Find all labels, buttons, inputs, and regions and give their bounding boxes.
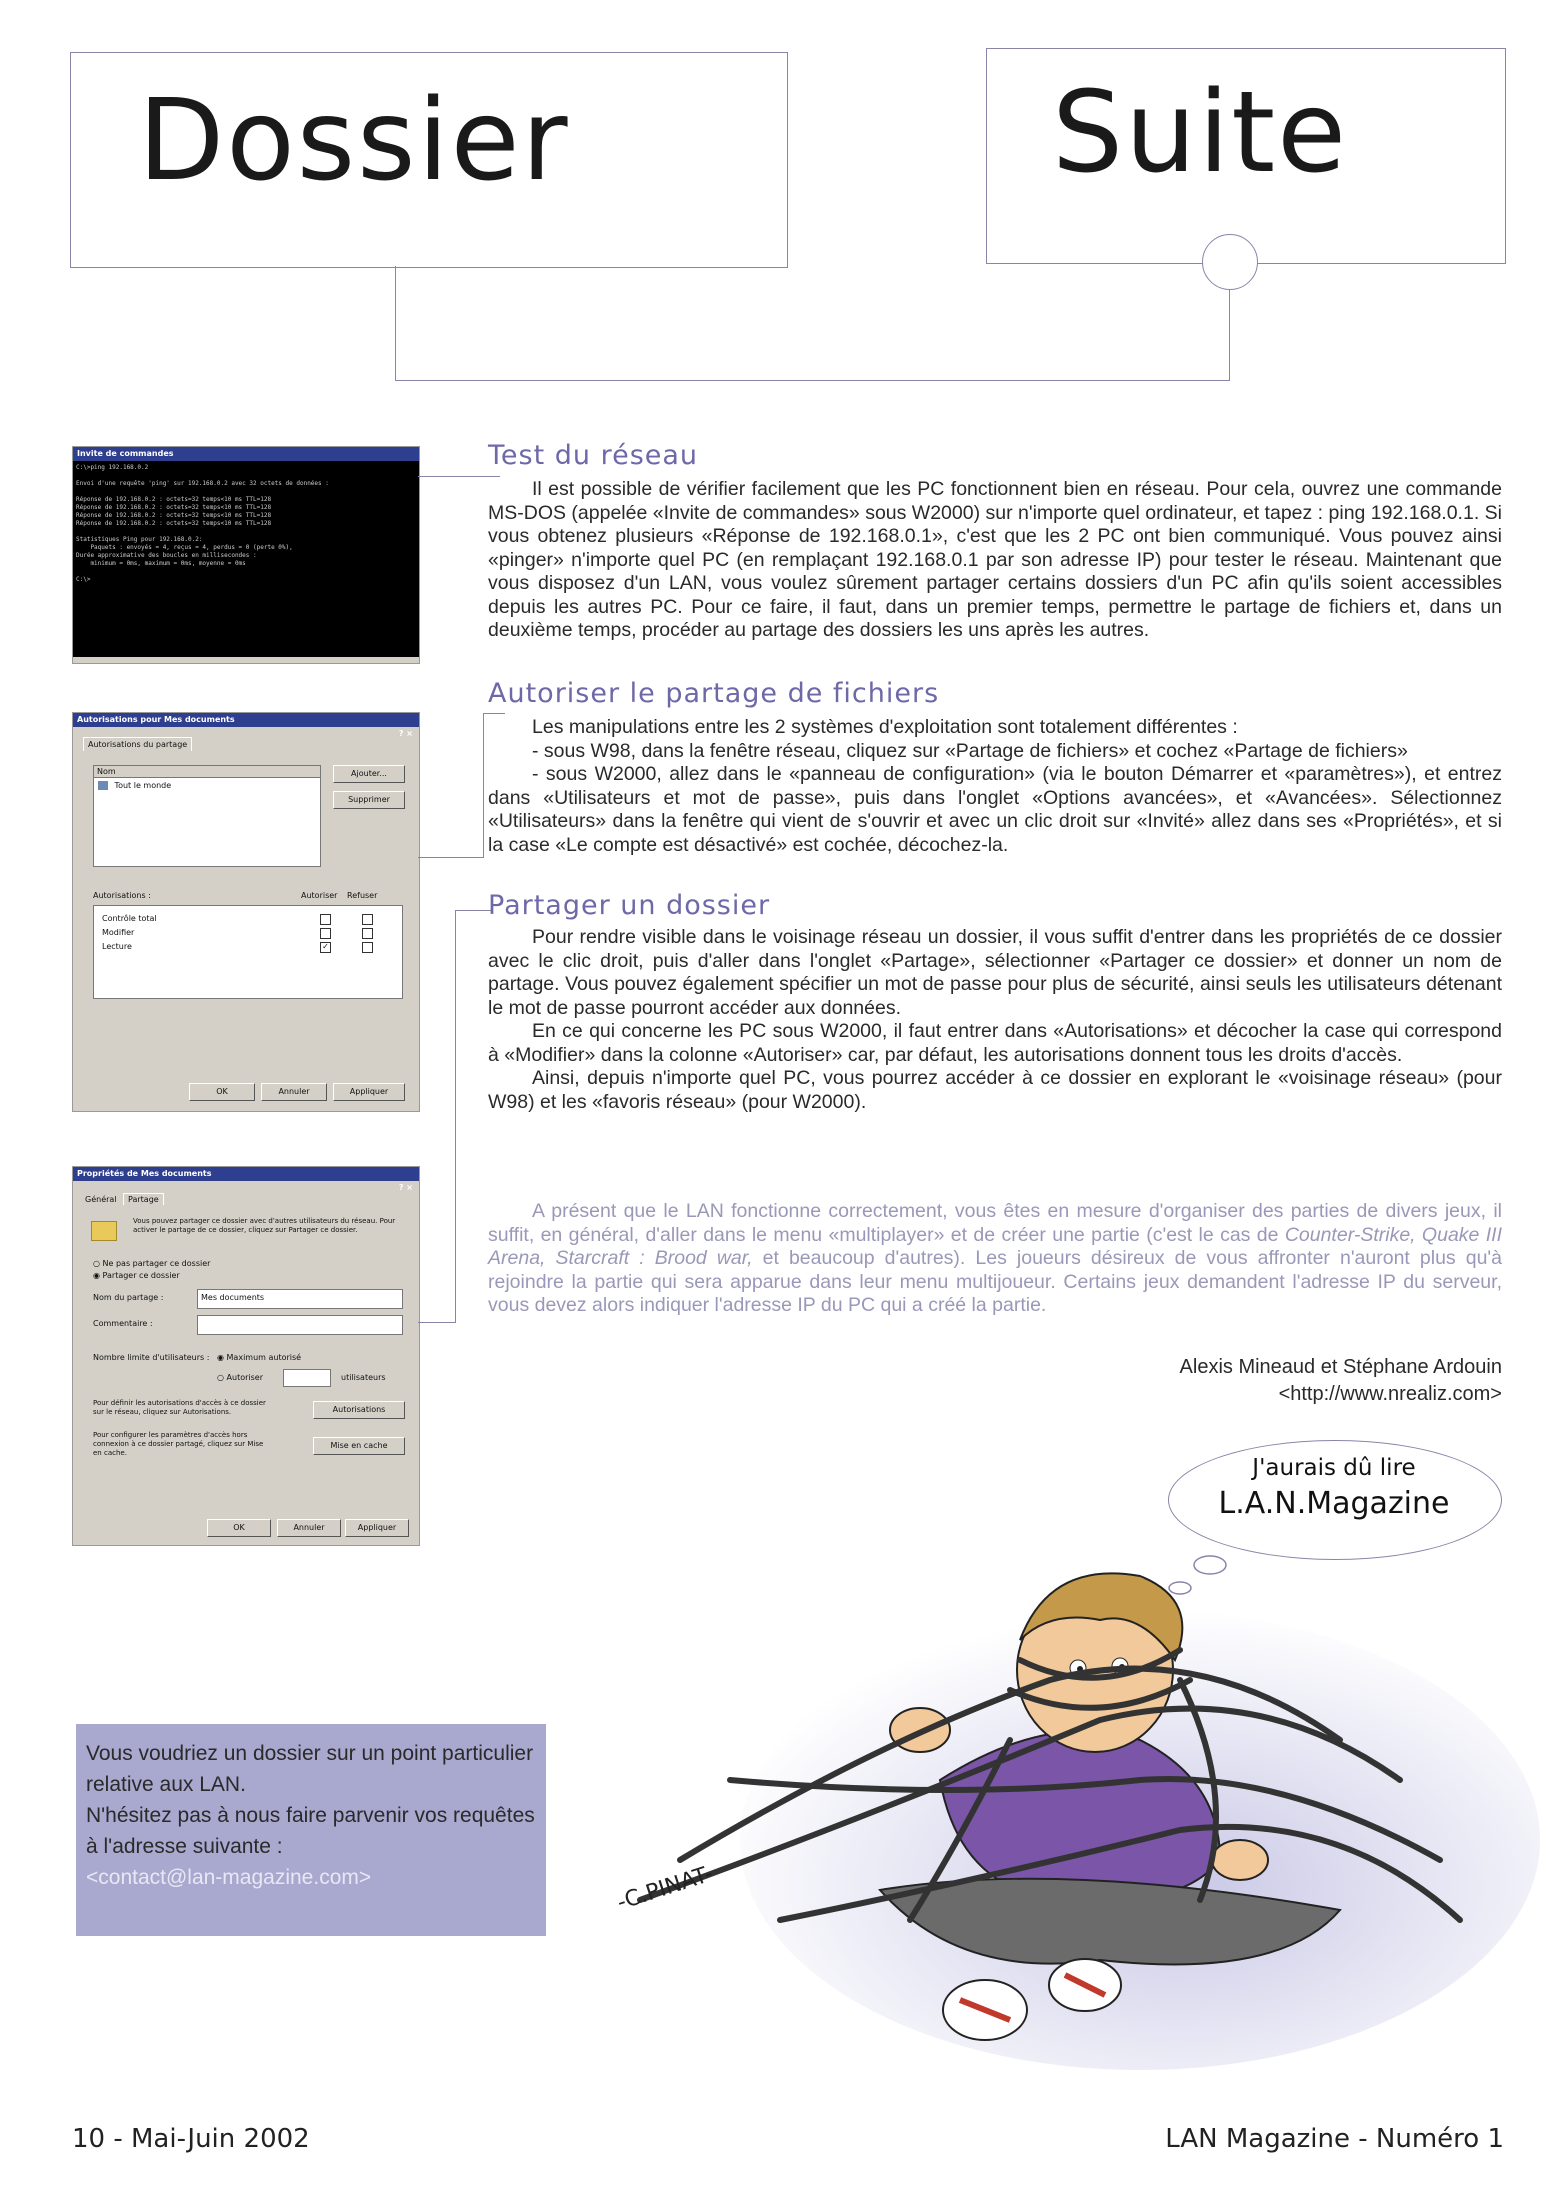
terminal-line: Réponse de 192.168.0.2 : octets=32 temps<10 ms TTL=128 bbox=[76, 520, 272, 527]
properties-apply-button[interactable]: Appliquer bbox=[345, 1519, 409, 1537]
section-title-partager: Partager un dossier bbox=[488, 890, 771, 921]
cartoon-artist-signature: -C.PINAT- bbox=[614, 1861, 717, 1916]
permissions-add-button[interactable]: Ajouter... bbox=[333, 765, 405, 783]
link-line-test bbox=[418, 476, 500, 477]
footer-page-number: 10 - Mai-Juin 2002 bbox=[72, 2124, 310, 2154]
radio-share[interactable]: ◉ Partager ce dossier bbox=[93, 1271, 180, 1280]
terminal-line bbox=[76, 528, 416, 536]
terminal-line: Réponse de 192.168.0.2 : octets=32 temps<10 ms TTL=128 bbox=[76, 504, 272, 511]
properties-tab-general[interactable]: Général bbox=[85, 1195, 117, 1204]
permissions-deny-header: Refuser bbox=[347, 891, 378, 900]
page-title-suite: Suite bbox=[1052, 68, 1349, 198]
terminal-line: minimum = 0ms, maximum = 0ms, moyenne = 0ms bbox=[76, 560, 246, 567]
perm-row-read: Lecture bbox=[102, 942, 132, 951]
properties-intro: Vous pouvez partager ce dossier avec d'autres utilisateurs du réseau. Pour activer le partage de ce dossier, cliquez sur Partager ce dossier. bbox=[133, 1217, 396, 1234]
checkbox-read-allow[interactable]: ✓ bbox=[320, 942, 331, 953]
section-autoriser-p3: - sous W2000, allez dans le «panneau de configuration» (via le bouton Démarrer et «paramètres»), et entrez dans «Utilisateurs et mot de passe», puis dans l'onglet «Options avancées», et «Avancées». Sélectionnez «Utilisateurs» dans la fenêtre qui vient de s'ouvrir et avec un clic droit sur «Invité» allez dans ses «Propriétés», et si la case «Le compte est désactivé» est cochée, décochez-la. bbox=[488, 763, 1502, 856]
checkbox-modify-deny[interactable] bbox=[362, 928, 373, 939]
properties-cancel-button[interactable]: Annuler bbox=[277, 1519, 341, 1537]
limit-users-stepper[interactable] bbox=[283, 1369, 331, 1387]
permissions-titlebar bbox=[73, 713, 419, 738]
limit-allow-label: Autoriser bbox=[226, 1373, 263, 1382]
section-body-test bbox=[488, 478, 1502, 643]
permissions-tab bbox=[83, 737, 192, 751]
section-partager-p1: Pour rendre visible dans le voisinage réseau un dossier, il vous suffit d'entrer dans les propriétés de ce dossier avec le clic droit, puis d'aller dans l'onglet «Partage», sélectionner «Partager ce dossier» et donner un nom de partage. Vous pouvez également spécifier un mot de passe pour plus de sécurité, ainsi seuls les utilisateurs détenant le mot de passe pourront accéder aux données. bbox=[488, 926, 1502, 1019]
link-line-autoriser-bottom bbox=[418, 857, 456, 858]
footer-magazine: LAN Magazine - Numéro 1 bbox=[1165, 2124, 1504, 2154]
screenshot-terminal bbox=[72, 446, 420, 664]
permissions-allow-header: Autoriser bbox=[301, 891, 338, 900]
terminal-line: Durée approximative des boucles en millisecondes : bbox=[76, 552, 257, 559]
screenshot-properties bbox=[72, 1166, 420, 1546]
share-name-input[interactable] bbox=[197, 1289, 403, 1309]
permissions-title-controls: ? × bbox=[398, 729, 413, 738]
permissions-perm-list bbox=[93, 905, 403, 999]
conclusion-games: Counter-Strike, Quake III Arena, Starcraft : Brood war, bbox=[488, 1223, 1502, 1269]
radio-limit-max[interactable]: ◉ Maximum autorisé bbox=[217, 1353, 302, 1362]
perm-row-modify: Modifier bbox=[102, 928, 135, 937]
page-title-dossier: Dossier bbox=[138, 76, 570, 206]
properties-ok-button[interactable]: OK bbox=[207, 1519, 271, 1537]
permissions-title: Autorisations pour Mes documents bbox=[77, 715, 235, 724]
radio-limit-allow[interactable]: ○ Autoriser bbox=[217, 1373, 263, 1382]
checkbox-full-deny[interactable] bbox=[362, 914, 373, 925]
section-body-autoriser bbox=[488, 716, 1502, 857]
signature-authors: Alexis Mineaud et Stéphane Ardouin bbox=[1179, 1356, 1502, 1378]
header-connector-bottom bbox=[395, 380, 1230, 381]
comment-input[interactable] bbox=[197, 1315, 403, 1335]
link-line-autoriser bbox=[455, 713, 484, 858]
section-partager-p3: Ainsi, depuis n'importe quel PC, vous pourrez accéder à ce dossier en explorant le «voisinage réseau» (pour W98) et les «favoris réseau» (pour W2000). bbox=[488, 1067, 1502, 1113]
permissions-apply-button[interactable]: Appliquer bbox=[333, 1083, 405, 1101]
link-line-partager-vertical bbox=[455, 910, 456, 1322]
terminal-output bbox=[73, 461, 419, 657]
screenshot-permissions bbox=[72, 712, 420, 1112]
share-name-value: Mes documents bbox=[201, 1293, 265, 1302]
permissions-cancel-button[interactable]: Annuler bbox=[261, 1083, 327, 1101]
contact-line2: N'hésitez pas à nous faire parvenir vos requêtes à l'adresse suivante : bbox=[86, 1804, 535, 1858]
permissions-user-name: Tout le monde bbox=[114, 781, 172, 790]
checkbox-read-deny[interactable] bbox=[362, 942, 373, 953]
radio-share-label: Partager ce dossier bbox=[102, 1271, 180, 1280]
terminal-line bbox=[76, 472, 416, 480]
header-connector-left bbox=[395, 266, 396, 380]
permissions-user-row bbox=[94, 778, 320, 793]
section-autoriser-p1: Les manipulations entre les 2 systèmes d'exploitation sont totalement différentes : bbox=[532, 716, 1238, 738]
thought-bubble-text bbox=[1168, 1452, 1500, 1524]
permissions-remove-button[interactable]: Supprimer bbox=[333, 791, 405, 809]
folder-icon bbox=[91, 1221, 117, 1241]
terminal-line: Statistiques Ping pour 192.168.0.2: bbox=[76, 536, 203, 543]
properties-title: Propriétés de Mes documents bbox=[77, 1169, 212, 1178]
section-body-partager bbox=[488, 926, 1502, 1114]
permissions-name-header: Nom bbox=[94, 766, 320, 778]
signature-url[interactable]: <http://www.nrealiz.com> bbox=[1278, 1383, 1502, 1405]
cartoon-hand-right bbox=[1212, 1840, 1268, 1880]
contact-box bbox=[76, 1724, 546, 1936]
properties-permissions-button[interactable]: Autorisations bbox=[313, 1401, 405, 1419]
terminal-line: Réponse de 192.168.0.2 : octets=32 temps<10 ms TTL=128 bbox=[76, 496, 272, 503]
terminal-line: Envoi d'une requête 'ping' sur 192.168.0.2 avec 32 octets de données : bbox=[76, 480, 329, 487]
link-line-partager-bottom bbox=[418, 1322, 456, 1323]
properties-cache-button[interactable]: Mise en cache bbox=[313, 1437, 405, 1455]
limit-label: Nombre limite d'utilisateurs : bbox=[93, 1353, 210, 1362]
signature bbox=[1000, 1354, 1502, 1408]
limit-users-label: utilisateurs bbox=[341, 1373, 386, 1382]
permissions-perm-header: Autorisations : bbox=[93, 891, 151, 900]
terminal-line: C:\>ping 192.168.0.2 bbox=[76, 464, 149, 471]
contact-line1: Vous voudriez un dossier sur un point particulier relative aux LAN. bbox=[86, 1742, 534, 1796]
terminal-line: C:\> bbox=[76, 576, 91, 583]
thought-line2: L.A.N.Magazine bbox=[1218, 1486, 1450, 1521]
section-conclusion bbox=[488, 1200, 1502, 1318]
terminal-line bbox=[76, 488, 416, 496]
perm-text: Pour définir les autorisations d'accès à ce dossier sur le réseau, cliquez sur Autorisations. bbox=[93, 1399, 266, 1416]
section-conclusion-paragraph bbox=[488, 1200, 1502, 1318]
section-title-test: Test du réseau bbox=[488, 440, 699, 471]
checkbox-full-allow[interactable] bbox=[320, 914, 331, 925]
share-name-label: Nom du partage : bbox=[93, 1293, 164, 1302]
section-autoriser-p2: - sous W98, dans la fenêtre réseau, cliquez sur «Partage de fichiers» et cochez «Partage de fichiers» bbox=[532, 739, 1408, 762]
properties-title-controls: ? × bbox=[398, 1183, 413, 1192]
cartoon-illustration bbox=[580, 1480, 1540, 2090]
terminal-line: Paquets : envoyés = 4, reçus = 4, perdus = 0 (perte 0%), bbox=[76, 544, 293, 551]
conclusion-text-a: A présent que le LAN fonctionne correctement, vous êtes en mesure d'organiser des parties de divers jeux, il suffit, en général, d'aller dans le menu «multiplayer» et de créer une partie (c'est le cas de bbox=[488, 1200, 1502, 1246]
radio-no-share-label: Ne pas partager ce dossier bbox=[102, 1259, 211, 1268]
group-icon bbox=[98, 781, 108, 790]
terminal-titlebar bbox=[73, 447, 419, 461]
permissions-user-list bbox=[93, 765, 321, 867]
link-line-partager-top bbox=[455, 910, 491, 911]
terminal-line: Réponse de 192.168.0.2 : octets=32 temps<10 ms TTL=128 bbox=[76, 512, 272, 519]
properties-titlebar bbox=[73, 1167, 419, 1192]
terminal-line bbox=[76, 568, 416, 576]
permissions-ok-button[interactable]: OK bbox=[189, 1083, 255, 1101]
link-line-autoriser-top bbox=[483, 713, 505, 714]
section-test-paragraph: Il est possible de vérifier facilement que les PC fonctionnent bien en réseau. Pour cela, ouvrez une commande MS-DOS (appelée «Invite de commandes» sous W2000) sur n'importe quel ordinateur, et tapez : ping 192.168.0.1. Si vous obtenez plusieurs «Réponse de 192.168.0.1», c'est que les 2 PC ont bien communiqué. Vous pouvez ainsi «pinger» n'importe quel PC (en remplaçant 192.168.0.1 par son adresse IP) pour tester le réseau. Maintenant que vous disposez d'un LAN, vous voulez sûrement partager certains dossiers d'un PC afin qu'ils soient accessibles depuis les autres PC. Pour ce faire, il faut, dans un premier temps, permettre le partage de fichiers et, dans un deuxième temps, procéder au partage des dossiers les uns après les autres. bbox=[488, 478, 1502, 641]
comment-label: Commentaire : bbox=[93, 1319, 153, 1328]
conclusion-text-b: et beaucoup d'autres). Les joueurs désireux de vous affronter n'auront plus qu'à rejoindre la partie qui sera apparue dans leur menu multijoueur. Certains jeux demandent l'adresse IP du serveur, vous devez alors indiquer l'adresse IP du PC qui a créé la partie. bbox=[488, 1247, 1502, 1316]
radio-no-share[interactable]: ○ Ne pas partager ce dossier bbox=[93, 1259, 211, 1268]
contact-email[interactable]: <contact@lan-magazine.com> bbox=[86, 1866, 372, 1889]
checkbox-modify-allow[interactable] bbox=[320, 928, 331, 939]
thought-line1: J'aurais dû lire bbox=[1252, 1455, 1416, 1481]
properties-tab-share[interactable]: Partage bbox=[123, 1193, 164, 1205]
section-partager-p2: En ce qui concerne les PC sous W2000, il faut entrer dans «Autorisations» et décocher la case qui correspond à «Modifier» dans la colonne «Autoriser» car, par défaut, les autorisations donnent tous les droits d'accès. bbox=[488, 1020, 1502, 1066]
cache-text: Pour configurer les paramètres d'accès hors connexion à ce dossier partagé, cliquez sur Mise en cache. bbox=[93, 1431, 264, 1457]
perm-row-full: Contrôle total bbox=[102, 914, 157, 923]
header-connector-right bbox=[1229, 290, 1230, 380]
section-title-autoriser: Autoriser le partage de fichiers bbox=[488, 678, 940, 709]
permissions-tab-label: Autorisations du partage bbox=[88, 740, 188, 749]
limit-max-label: Maximum autorisé bbox=[226, 1353, 302, 1362]
header-connector-circle bbox=[1202, 234, 1258, 290]
terminal-title: Invite de commandes bbox=[77, 449, 174, 458]
